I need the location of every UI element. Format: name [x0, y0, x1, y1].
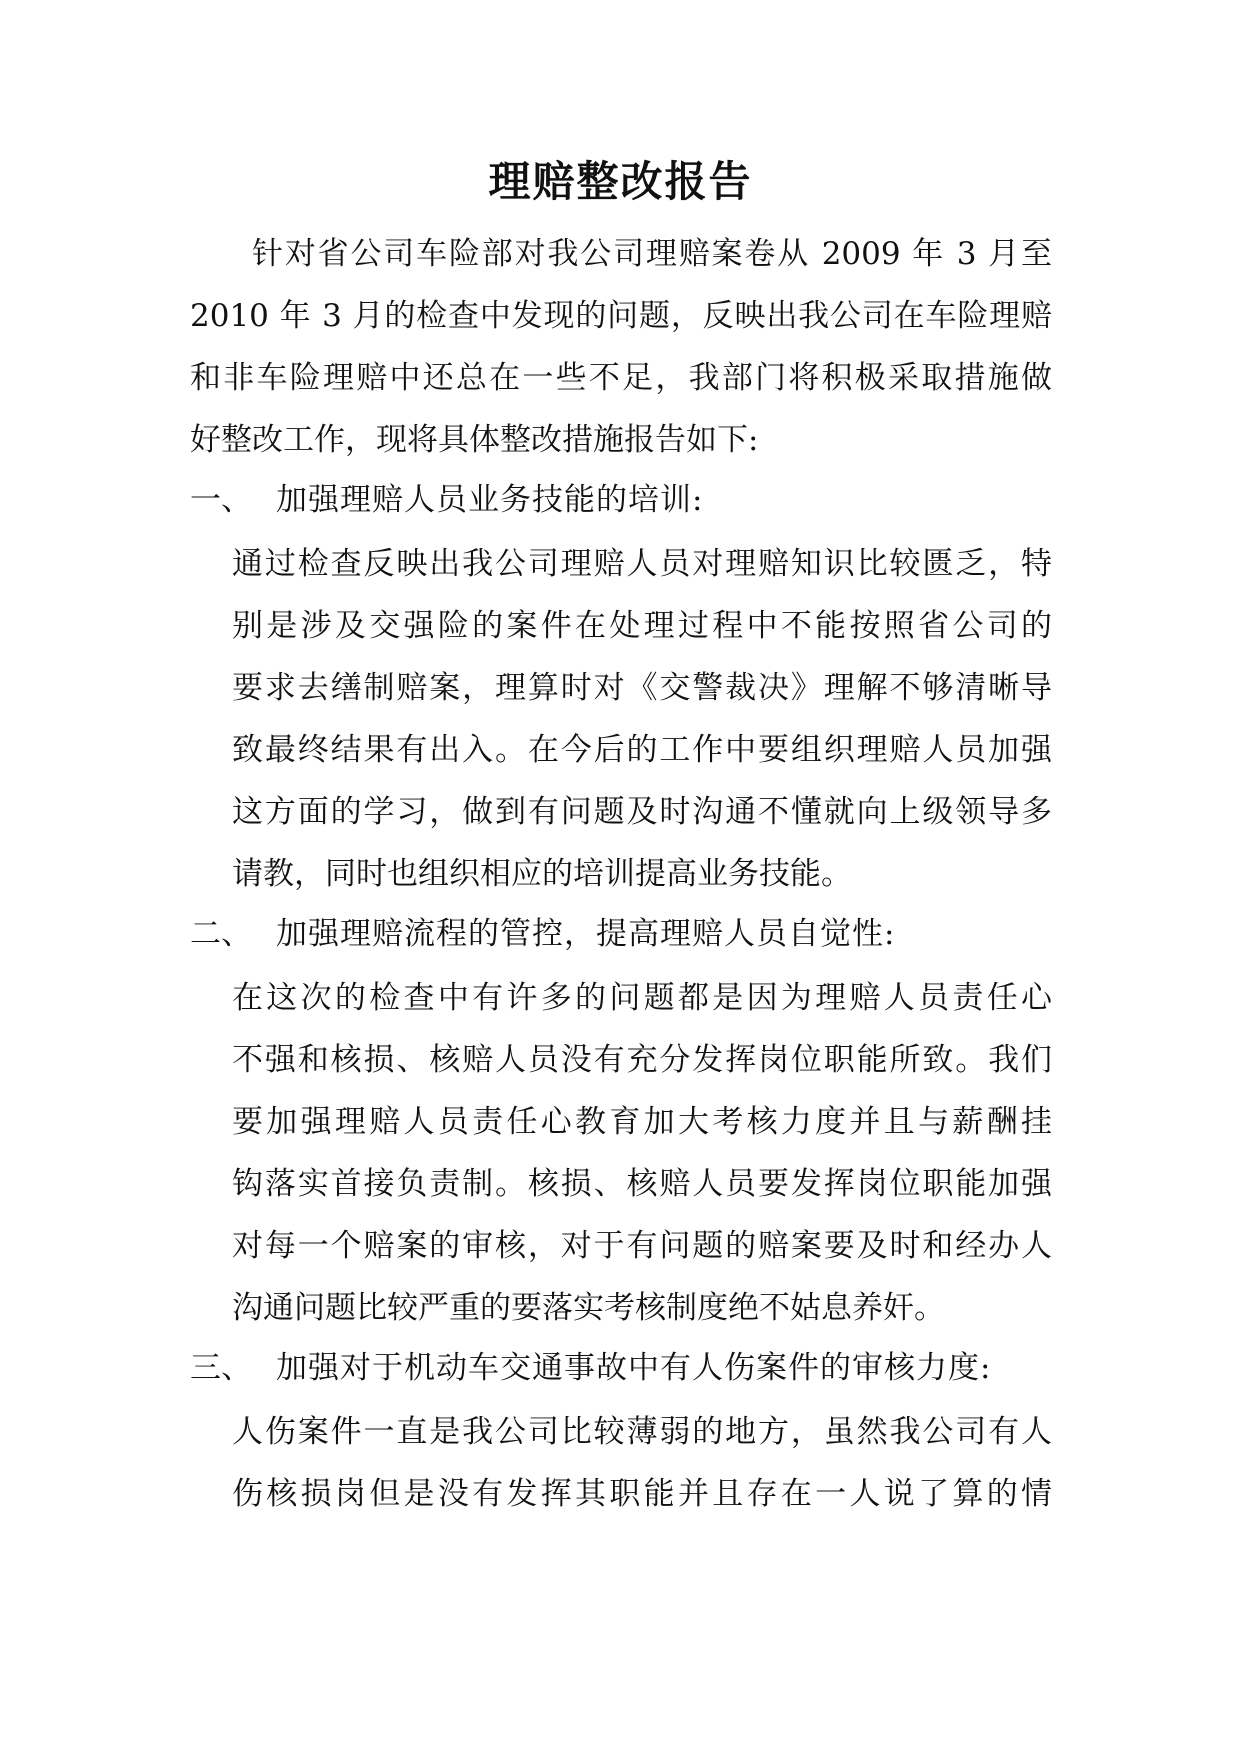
section-2-line-6: 沟通问题比较严重的要落实考核制度绝不姑息养奸。 — [232, 1290, 945, 1326]
document-title: 理赔整改报告 — [488, 157, 753, 206]
section-1-line-2: 别是涉及交强险的案件在处理过程中不能按照省公司的 — [232, 608, 1052, 644]
intro-line-4: 好整改工作，现将具体整改措施报告如下: — [190, 422, 759, 458]
section-2-line-4: 钩落实首接负责制。核损、核赔人员要发挥岗位职能加强 — [232, 1166, 1052, 1202]
section-2-line-2: 不强和核损、核赔人员没有充分发挥岗位职能所致。我们 — [232, 1042, 1052, 1078]
intro-line-1: 针对省公司车险部对我公司理赔案卷从 2009 年 3 月至 — [252, 236, 1052, 272]
section-2-line-1: 在这次的检查中有许多的问题都是因为理赔人员责任心 — [232, 980, 1052, 1016]
section-2-number: 二、 — [190, 916, 252, 952]
section-1-line-1: 通过检查反映出我公司理赔人员对理赔知识比较匮乏，特 — [232, 546, 1052, 582]
intro-line-3: 和非车险理赔中还总在一些不足，我部门将积极采取措施做 — [190, 360, 1052, 396]
section-1-heading: 加强理赔人员业务技能的培训: — [276, 482, 704, 518]
section-1-line-5: 这方面的学习，做到有问题及时沟通不懂就向上级领导多 — [232, 794, 1052, 830]
section-3-line-1: 人伤案件一直是我公司比较薄弱的地方，虽然我公司有人 — [232, 1414, 1052, 1450]
section-1-line-3: 要求去缮制赔案，理算时对《交警裁决》理解不够清晰导 — [232, 670, 1052, 706]
section-3-number: 三、 — [190, 1350, 252, 1386]
section-3-heading: 加强对于机动车交通事故中有人伤案件的审核力度: — [276, 1350, 992, 1386]
section-1-number: 一、 — [190, 482, 252, 518]
section-2-heading: 加强理赔流程的管控，提高理赔人员自觉性: — [276, 916, 896, 952]
section-2-line-5: 对每一个赔案的审核，对于有问题的赔案要及时和经办人 — [232, 1228, 1052, 1264]
section-1-line-4: 致最终结果有出入。在今后的工作中要组织理赔人员加强 — [232, 732, 1052, 768]
section-3-line-2: 伤核损岗但是没有发挥其职能并且存在一人说了算的情 — [232, 1476, 1052, 1512]
section-1-line-6: 请教，同时也组织相应的培训提高业务技能。 — [232, 856, 852, 892]
intro-line-2: 2010 年 3 月的检查中发现的问题，反映出我公司在车险理赔 — [190, 298, 1052, 334]
section-2-line-3: 要加强理赔人员责任心教育加大考核力度并且与薪酬挂 — [232, 1104, 1052, 1140]
